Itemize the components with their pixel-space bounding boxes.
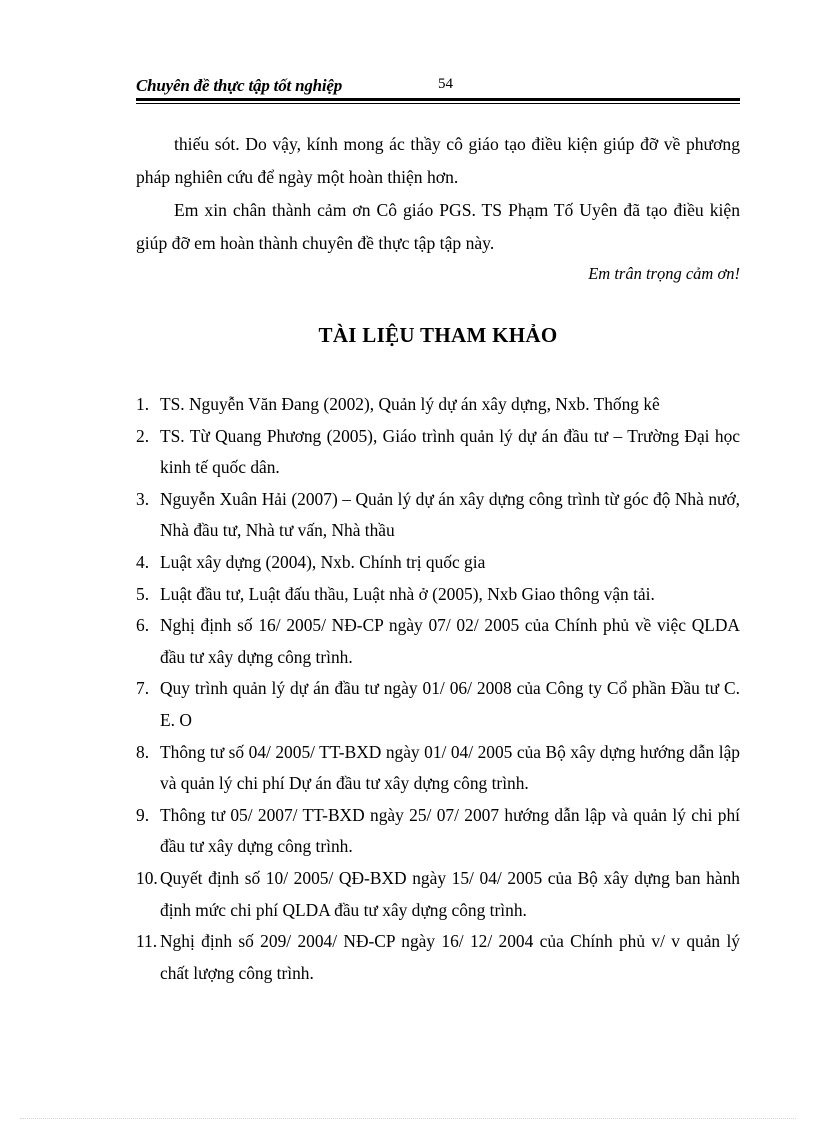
reference-number: 6. [136, 615, 150, 636]
reference-text: Quy trình quản lý dự án đầu tư ngày 01/ 06/ 2008 của Công ty Cổ phần Đầu tư C. E. O [160, 678, 740, 730]
reference-item [136, 389, 740, 421]
closing-line: Em trân trọng cảm ơn! [588, 264, 740, 283]
reference-number: 7. [136, 678, 150, 699]
reference-number: 1. [136, 394, 150, 414]
reference-number: 10. [136, 867, 158, 888]
reference-list [136, 389, 740, 989]
reference-number: 5. [136, 583, 150, 604]
reference-item [136, 484, 740, 547]
reference-item [136, 610, 740, 673]
body-paragraph-2: Em xin chân thành cảm ơn Cô giáo PGS. TS Phạm Tố Uyên đã tạo điều kiện giúp đỡ em hoàn thành chuyên đề thực tập tập này. [136, 200, 740, 253]
references-title: TÀI LIỆU THAM KHẢO [318, 323, 558, 347]
reference-text: Luật xây dựng (2004), Nxb. Chính trị quốc gia [160, 551, 486, 572]
reference-number: 2. [136, 425, 150, 446]
body-paragraph-1: thiếu sót. Do vậy, kính mong ác thầy cô giáo tạo điều kiện giúp đỡ về phương pháp nghiên cứu để ngày một hoàn thiện hơn. [136, 134, 740, 187]
reference-text: TS. Từ Quang Phương (2005), Giáo trình quản lý dự án đầu tư – Trường Đại học kinh tế quốc dân. [160, 425, 740, 478]
reference-number: 3. [136, 488, 150, 509]
page-number: 54 [438, 76, 453, 92]
page-header [136, 74, 740, 104]
reference-item [136, 737, 740, 800]
reference-text: Luật đầu tư, Luật đấu thầu, Luật nhà ở (2005), Nxb Giao thông vận tải. [160, 583, 655, 604]
reference-number: 4. [136, 551, 150, 572]
reference-text: TS. Nguyễn Văn Đang (2002), Quản lý dự án xây dựng, Nxb. Thống kê [160, 394, 660, 414]
reference-item [136, 800, 740, 863]
reference-text: Nghị định số 16/ 2005/ NĐ-CP ngày 07/ 02/ 2005 của Chính phủ về việc QLDA đầu tư xây dựng công trình. [160, 615, 740, 667]
reference-text: Thông tư số 04/ 2005/ TT-BXD ngày 01/ 04/ 2005 của Bộ xây dựng hướng dẫn lập và quản lý chi phí Dự án đầu tư xây dựng công trình. [160, 741, 740, 794]
reference-item [136, 673, 740, 736]
reference-item [136, 547, 740, 579]
reference-text: Nguyễn Xuân Hải (2007) – Quản lý dự án xây dựng công trình từ góc độ Nhà nướ, Nhà đầu tư, Nhà tư vấn, Nhà thầu [160, 488, 740, 541]
reference-number: 9. [136, 804, 150, 825]
reference-item [136, 579, 740, 611]
reference-item [136, 863, 740, 926]
reference-text: Quyết định số 10/ 2005/ QĐ-BXD ngày 15/ 04/ 2005 của Bộ xây dựng ban hành định mức chi phí QLDA đầu tư xây dựng công trình. [160, 867, 740, 920]
reference-text: Nghị định số 209/ 2004/ NĐ-CP ngày 16/ 12/ 2004 của Chính phủ v/ v quản lý chất lượng công trình. [160, 931, 740, 983]
reference-number: 8. [136, 741, 150, 762]
reference-item [136, 926, 740, 989]
reference-item [136, 421, 740, 484]
header-title: Chuyên đề thực tập tốt nghiệp [136, 76, 343, 95]
header-rule-thin [136, 103, 740, 104]
header-rule-thick [136, 98, 740, 101]
reference-text: Thông tư 05/ 2007/ TT-BXD ngày 25/ 07/ 2007 hướng dẫn lập và quản lý chi phí đầu tư xây dựng công trình. [160, 804, 740, 857]
page-bottom-border [20, 1118, 796, 1119]
reference-number: 11. [136, 931, 158, 952]
